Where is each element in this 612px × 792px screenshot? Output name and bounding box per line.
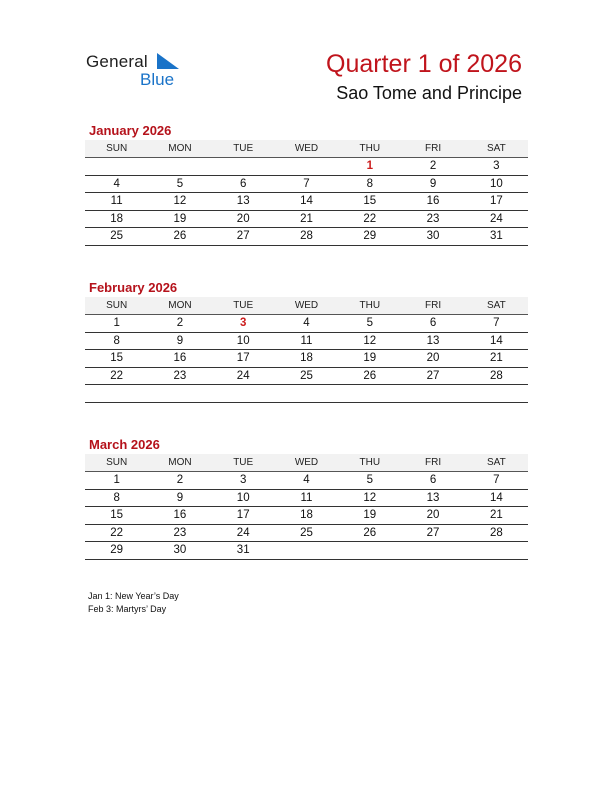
day-cell: 14 — [275, 193, 338, 211]
logo-text-general: General — [86, 52, 148, 71]
day-cell: 19 — [338, 507, 401, 525]
calendar-grid — [85, 140, 528, 246]
week-row — [85, 210, 528, 228]
day-cell: 14 — [465, 489, 528, 507]
day-cell: 2 — [401, 158, 464, 176]
holiday-entry: Jan 1: New Year’s Day — [88, 591, 179, 601]
day-cell: 28 — [465, 367, 528, 385]
day-cell: 31 — [465, 228, 528, 246]
day-cell: 22 — [85, 524, 148, 542]
day-cell — [338, 542, 401, 560]
day-cell: 15 — [338, 193, 401, 211]
day-cell: 2 — [148, 315, 211, 333]
month-march — [85, 436, 528, 560]
weekday-header-thu: THU — [338, 454, 401, 472]
day-cell: 3 — [465, 158, 528, 176]
day-cell: 23 — [148, 524, 211, 542]
weekday-header-wed: WED — [275, 297, 338, 315]
day-cell: 6 — [401, 472, 464, 490]
day-cell — [338, 385, 401, 403]
day-cell: 3 — [212, 472, 275, 490]
holiday-day-cell: 1 — [338, 158, 401, 176]
weekday-header-mon: MON — [148, 297, 211, 315]
weekday-header-tue: TUE — [212, 140, 275, 158]
day-cell: 25 — [85, 228, 148, 246]
weekday-header-wed: WED — [275, 140, 338, 158]
day-cell — [275, 542, 338, 560]
weekday-header-sat: SAT — [465, 297, 528, 315]
day-cell: 20 — [212, 210, 275, 228]
day-cell: 8 — [85, 489, 148, 507]
day-cell: 14 — [465, 332, 528, 350]
day-cell: 17 — [212, 350, 275, 368]
day-cell: 21 — [275, 210, 338, 228]
country-subtitle: Sao Tome and Principe — [336, 83, 522, 103]
month-january — [85, 122, 528, 246]
day-cell: 20 — [401, 350, 464, 368]
weekday-header-row — [85, 297, 528, 315]
day-cell: 23 — [148, 367, 211, 385]
day-cell — [465, 542, 528, 560]
holiday-list — [88, 590, 179, 616]
month-title: January 2026 — [89, 123, 172, 138]
day-cell: 25 — [275, 367, 338, 385]
day-cell: 26 — [148, 228, 211, 246]
week-row — [85, 542, 528, 560]
day-cell: 11 — [275, 489, 338, 507]
day-cell: 1 — [85, 472, 148, 490]
week-row — [85, 367, 528, 385]
week-row — [85, 175, 528, 193]
day-cell: 27 — [401, 524, 464, 542]
day-cell: 10 — [212, 489, 275, 507]
day-cell: 11 — [275, 332, 338, 350]
day-cell: 18 — [275, 350, 338, 368]
day-cell: 6 — [212, 175, 275, 193]
weekday-header-mon: MON — [148, 140, 211, 158]
weekday-header-fri: FRI — [401, 297, 464, 315]
day-cell: 13 — [401, 489, 464, 507]
week-row — [85, 385, 528, 403]
calendar-grid — [85, 454, 528, 560]
day-cell: 5 — [148, 175, 211, 193]
logo-text-blue: Blue — [140, 70, 175, 89]
day-cell — [85, 385, 148, 403]
day-cell: 19 — [148, 210, 211, 228]
week-row — [85, 489, 528, 507]
weekday-header-wed: WED — [275, 454, 338, 472]
day-cell: 25 — [275, 524, 338, 542]
day-cell: 9 — [148, 332, 211, 350]
day-cell: 30 — [401, 228, 464, 246]
day-cell — [275, 158, 338, 176]
day-cell: 16 — [148, 507, 211, 525]
day-cell: 9 — [401, 175, 464, 193]
day-cell: 24 — [212, 524, 275, 542]
day-cell: 16 — [401, 193, 464, 211]
day-cell: 10 — [212, 332, 275, 350]
logo-triangle-icon — [157, 53, 179, 69]
day-cell: 24 — [465, 210, 528, 228]
weekday-header-tue: TUE — [212, 454, 275, 472]
week-row — [85, 315, 528, 333]
week-row — [85, 350, 528, 368]
day-cell: 17 — [212, 507, 275, 525]
day-cell: 4 — [275, 315, 338, 333]
day-cell — [148, 158, 211, 176]
day-cell: 27 — [401, 367, 464, 385]
weekday-header-row — [85, 454, 528, 472]
day-cell: 22 — [338, 210, 401, 228]
day-cell: 18 — [85, 210, 148, 228]
week-row — [85, 193, 528, 211]
day-cell: 16 — [148, 350, 211, 368]
week-row — [85, 332, 528, 350]
holiday-entry: Feb 3: Martyrs’ Day — [88, 604, 167, 614]
day-cell: 12 — [338, 489, 401, 507]
weekday-header-mon: MON — [148, 454, 211, 472]
generalblue-logo — [86, 50, 196, 90]
day-cell: 29 — [338, 228, 401, 246]
week-row — [85, 228, 528, 246]
holiday-day-cell: 3 — [212, 315, 275, 333]
day-cell: 8 — [338, 175, 401, 193]
day-cell: 12 — [338, 332, 401, 350]
day-cell: 9 — [148, 489, 211, 507]
weekday-header-sun: SUN — [85, 454, 148, 472]
month-title: March 2026 — [89, 437, 160, 452]
day-cell — [212, 385, 275, 403]
day-cell: 15 — [85, 350, 148, 368]
day-cell: 21 — [465, 350, 528, 368]
day-cell — [148, 385, 211, 403]
day-cell: 2 — [148, 472, 211, 490]
weekday-header-sun: SUN — [85, 140, 148, 158]
day-cell: 7 — [465, 472, 528, 490]
day-cell: 19 — [338, 350, 401, 368]
day-cell: 24 — [212, 367, 275, 385]
day-cell: 22 — [85, 367, 148, 385]
day-cell: 23 — [401, 210, 464, 228]
day-cell: 29 — [85, 542, 148, 560]
day-cell: 31 — [212, 542, 275, 560]
day-cell: 1 — [85, 315, 148, 333]
weekday-header-sat: SAT — [465, 140, 528, 158]
week-row — [85, 472, 528, 490]
weekday-header-fri: FRI — [401, 140, 464, 158]
day-cell: 30 — [148, 542, 211, 560]
day-cell — [275, 385, 338, 403]
week-row — [85, 158, 528, 176]
day-cell: 11 — [85, 193, 148, 211]
day-cell: 27 — [212, 228, 275, 246]
day-cell — [465, 385, 528, 403]
page-title: Quarter 1 of 2026 — [326, 50, 522, 78]
day-cell: 28 — [465, 524, 528, 542]
day-cell: 8 — [85, 332, 148, 350]
day-cell: 15 — [85, 507, 148, 525]
day-cell: 13 — [212, 193, 275, 211]
month-title: February 2026 — [89, 280, 178, 295]
day-cell: 13 — [401, 332, 464, 350]
day-cell: 7 — [465, 315, 528, 333]
day-cell: 4 — [275, 472, 338, 490]
day-cell: 20 — [401, 507, 464, 525]
calendar-grid — [85, 297, 528, 403]
day-cell — [401, 385, 464, 403]
weekday-header-fri: FRI — [401, 454, 464, 472]
month-february — [85, 279, 528, 403]
day-cell: 10 — [465, 175, 528, 193]
weekday-header-sun: SUN — [85, 297, 148, 315]
day-cell: 18 — [275, 507, 338, 525]
weekday-header-thu: THU — [338, 297, 401, 315]
day-cell: 6 — [401, 315, 464, 333]
day-cell: 28 — [275, 228, 338, 246]
weekday-header-row — [85, 140, 528, 158]
day-cell: 7 — [275, 175, 338, 193]
weekday-header-tue: TUE — [212, 297, 275, 315]
day-cell — [85, 158, 148, 176]
day-cell: 17 — [465, 193, 528, 211]
weekday-header-thu: THU — [338, 140, 401, 158]
day-cell — [401, 542, 464, 560]
weekday-header-sat: SAT — [465, 454, 528, 472]
week-row — [85, 524, 528, 542]
day-cell: 4 — [85, 175, 148, 193]
day-cell: 5 — [338, 472, 401, 490]
day-cell: 21 — [465, 507, 528, 525]
day-cell — [212, 158, 275, 176]
day-cell: 26 — [338, 367, 401, 385]
day-cell: 26 — [338, 524, 401, 542]
week-row — [85, 507, 528, 525]
day-cell: 5 — [338, 315, 401, 333]
day-cell: 12 — [148, 193, 211, 211]
